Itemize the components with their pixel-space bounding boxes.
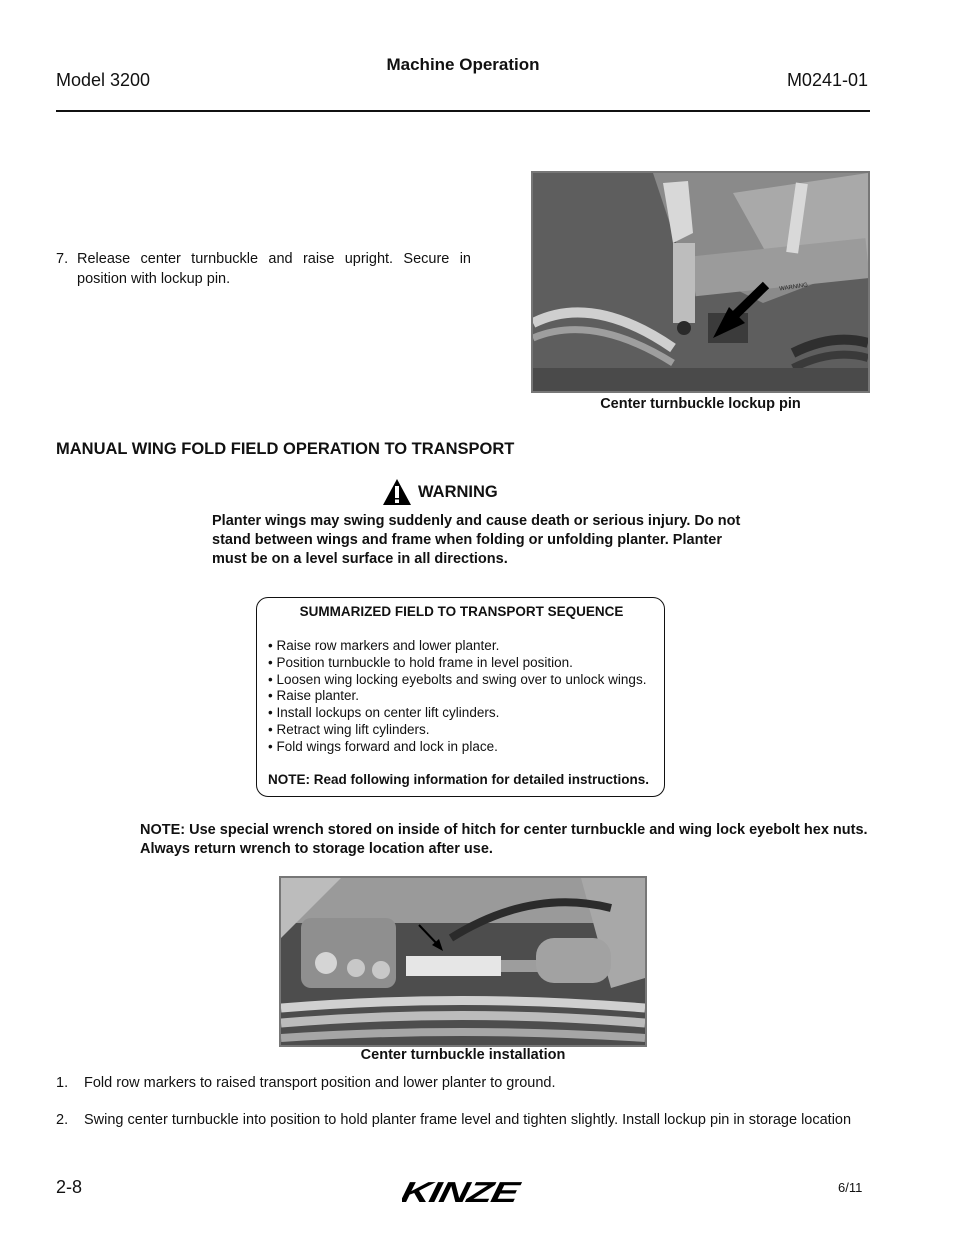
- sequence-item: • Retract wing lift cylinders.: [268, 721, 430, 737]
- photo2-illustration: [281, 878, 645, 1045]
- figure2-caption: Center turnbuckle installation: [360, 1047, 566, 1063]
- photo1-illustration: [533, 173, 868, 391]
- wrench-note: NOTE: Use special wrench stored on inside of hitch for center turnbuckle and wing lock eyebolt hex nuts. Always return wrench to storage location after use.: [140, 822, 868, 857]
- header-rule: [56, 110, 870, 112]
- header-doc-number: M0241-01: [786, 70, 868, 90]
- section-title: MANUAL WING FOLD FIELD OPERATION TO TRANSPORT: [56, 440, 515, 458]
- sequence-note: NOTE: Read following information for detailed instructions.: [268, 772, 650, 787]
- sequence-title: SUMMARIZED FIELD TO TRANSPORT SEQUENCE: [299, 604, 624, 619]
- sequence-item: • Fold wings forward and lock in place.: [268, 738, 498, 754]
- step-1: [56, 1074, 856, 1094]
- sequence-item: • Install lockups on center lift cylinders.: [268, 705, 500, 721]
- sequence-item: • Raise planter.: [268, 688, 360, 704]
- page-number: 2-8: [56, 1177, 83, 1197]
- step-text: Swing center turnbuckle into position to hold planter frame level and tighten slightly. Install lockup pin in storage location: [84, 1112, 852, 1128]
- header-model: Model 3200: [56, 70, 151, 90]
- step-7: [56, 250, 471, 289]
- kinze-logo: [402, 1176, 524, 1211]
- photo-center-turnbuckle-installation: [279, 876, 647, 1047]
- revision-date: 6/11: [838, 1180, 863, 1195]
- step-number: 2.: [56, 1112, 69, 1128]
- step-text: Release center turnbuckle and raise upright. Secure in position with lockup pin.: [77, 251, 471, 287]
- step-number: 7.: [56, 251, 69, 267]
- figure1-caption: Center turnbuckle lockup pin: [600, 396, 801, 412]
- warning-decal-text: WARNING: [778, 282, 809, 293]
- sequence-item: • Loosen wing locking eyebolts and swing over to unlock wings.: [268, 671, 647, 687]
- warning-text: Planter wings may swing suddenly and cause death or serious injury. Do not stand between wings and frame when folding or unfolding planter. Planter must be on a level surface in all directions.: [212, 513, 741, 567]
- sequence-list: [268, 638, 646, 756]
- sequence-item: • Raise row markers and lower planter.: [268, 638, 500, 653]
- photo-center-turnbuckle-lockup-pin: [531, 171, 870, 393]
- warning-label: WARNING: [418, 482, 498, 501]
- kinze-logo-text: KINZE: [402, 1176, 487, 1206]
- kinze-logo-mark: [402, 1176, 524, 1206]
- header-section-title: Machine Operation: [386, 55, 540, 74]
- warning-triangle-icon: [382, 478, 412, 506]
- step-number: 1.: [56, 1075, 69, 1091]
- warning-header: [382, 478, 498, 506]
- step-2: [56, 1111, 856, 1131]
- sequence-item: • Position turnbuckle to hold frame in level position.: [268, 654, 573, 670]
- step-text: Fold row markers to raised transport position and lower planter to ground.: [84, 1075, 556, 1091]
